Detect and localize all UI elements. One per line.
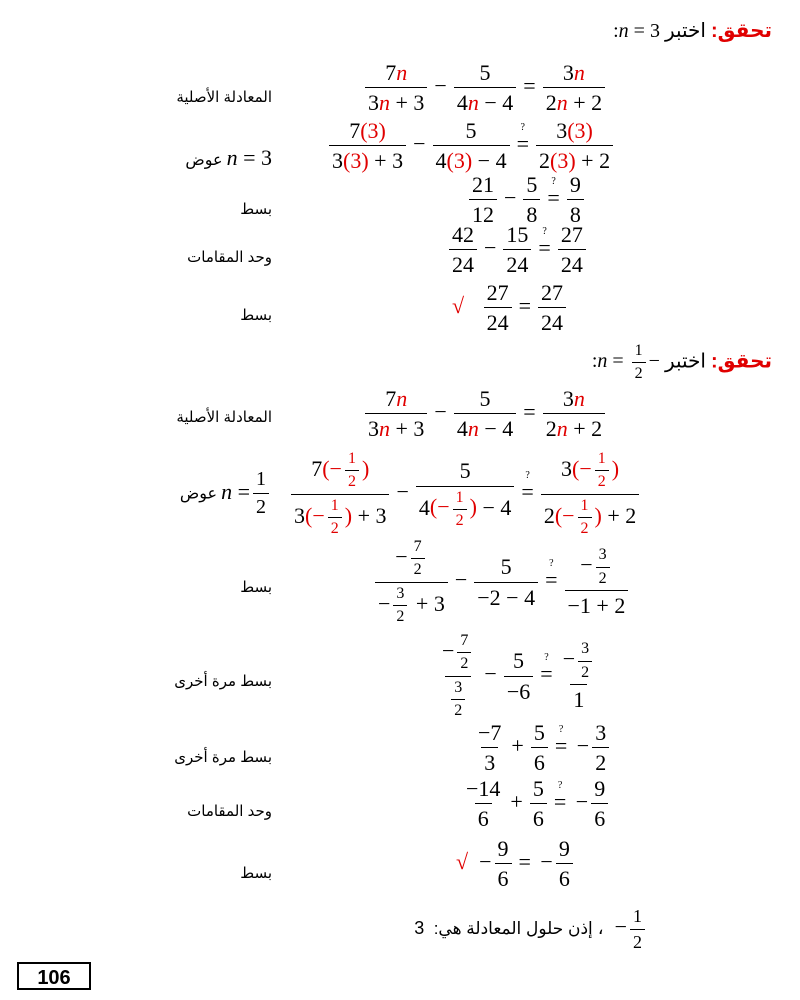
equation-simplify-again-2: $\frac{-7}{3}$ + $\frac{5}{6}$ ? = − $\frac{3}{2}$ bbox=[472, 720, 612, 776]
check-heading-1 bbox=[613, 18, 772, 43]
equation-original-1: $\frac{7n}{3n + 3}$ − $\frac{5}{4n - 4}$ = $\frac{3n}{2n + 2}$ bbox=[362, 60, 608, 116]
step-label-substitute-1: عوض n = 3 bbox=[185, 145, 272, 170]
check-value: − $\frac{1}{2}$ = n: bbox=[591, 342, 660, 383]
step-label-simplify-2: بسط bbox=[240, 307, 272, 324]
check-heading-2 bbox=[592, 342, 772, 384]
conclusion-text: إذن حلول المعادلة هي: bbox=[433, 919, 593, 939]
step-label-original: المعادلة الأصلية bbox=[176, 89, 272, 106]
equation-simplify-again-1: − $\frac{7}{2}$ $\frac{3}{2}$ − $\frac{5}{-6}$ ? = − $\frac{3}{2}$ 1 bbox=[436, 632, 601, 721]
conclusion bbox=[414, 906, 648, 952]
equation-result-2: √ − $\frac{9}{6}$ = − $\frac{9}{6}$ bbox=[456, 836, 576, 892]
equation-simplify-3: − $\frac{7}{2}$ − $\frac{3}{2}$ + 3 − $\frac{5}{-2 - 4}$ ? = − $\frac{3}{2}$ −1 + 2 bbox=[372, 538, 631, 627]
step-label-simplify-4: بسط bbox=[240, 865, 272, 882]
equation-common-denominator-1: $\frac{42}{24}$ − $\frac{15}{24}$ ? = $\frac{27}{24}$ bbox=[446, 222, 589, 278]
page-number: 106 bbox=[17, 962, 91, 990]
equation-substitute-2: 7(− $\frac{1}{2}$ ) 3(− $\frac{1}{2}$ ) + 3 − 5 4(− $\frac{1}{2}$ ) − 4 ? = 3(− $\frac{1}{2}$ ) 2(− $\frac{1}{2}$ ) + 2 bbox=[288, 450, 642, 539]
step-label-simplify-1: بسط bbox=[240, 201, 272, 218]
check-value: 3 = n: bbox=[613, 20, 660, 42]
step-label-original-2: المعادلة الأصلية bbox=[176, 409, 272, 426]
checkmark-icon: √ bbox=[456, 848, 469, 874]
step-label-simplify-again-1: بسط مرة أخرى bbox=[174, 673, 272, 690]
step-label-simplify-3: بسط bbox=[240, 579, 272, 596]
check-keyword: تحقق: bbox=[710, 20, 772, 42]
check-text: اختبر bbox=[664, 20, 706, 42]
conclusion-solutions: 3 ، − $\frac{1}{2}$ bbox=[414, 914, 648, 939]
checkmark-icon: √ bbox=[452, 292, 465, 318]
equation-substitute-1: $\frac{7(3)}{3(3) + 3}$ − $\frac{5}{4(3) - 4}$ ? = $\frac{3(3)}{2(3) + 2}$ bbox=[326, 118, 616, 174]
step-label-substitute-2: عوض n = $\frac{1}{2}$ bbox=[180, 468, 272, 519]
equation-original-2: $\frac{7n}{3n + 3}$ − $\frac{5}{4n - 4}$ = $\frac{3n}{2n + 2}$ bbox=[362, 386, 608, 442]
equation-simplify-1: $\frac{21}{12}$ − $\frac{5}{8}$ ? = $\frac{9}{8}$ bbox=[466, 172, 587, 228]
step-label-common-denominator-2: وحد المقامات bbox=[187, 803, 272, 820]
step-label-common-denominator-1: وحد المقامات bbox=[187, 249, 272, 266]
equation-result-1: √ $\frac{27}{24}$ = $\frac{27}{24}$ bbox=[452, 280, 569, 336]
check-keyword: تحقق: bbox=[710, 350, 772, 373]
check-text: اختبر bbox=[664, 350, 706, 373]
equation-common-denominator-2: $\frac{-14}{6}$ + $\frac{5}{6}$ ? = − $\frac{9}{6}$ bbox=[460, 776, 611, 832]
step-label-simplify-again-2: بسط مرة أخرى bbox=[174, 749, 272, 766]
